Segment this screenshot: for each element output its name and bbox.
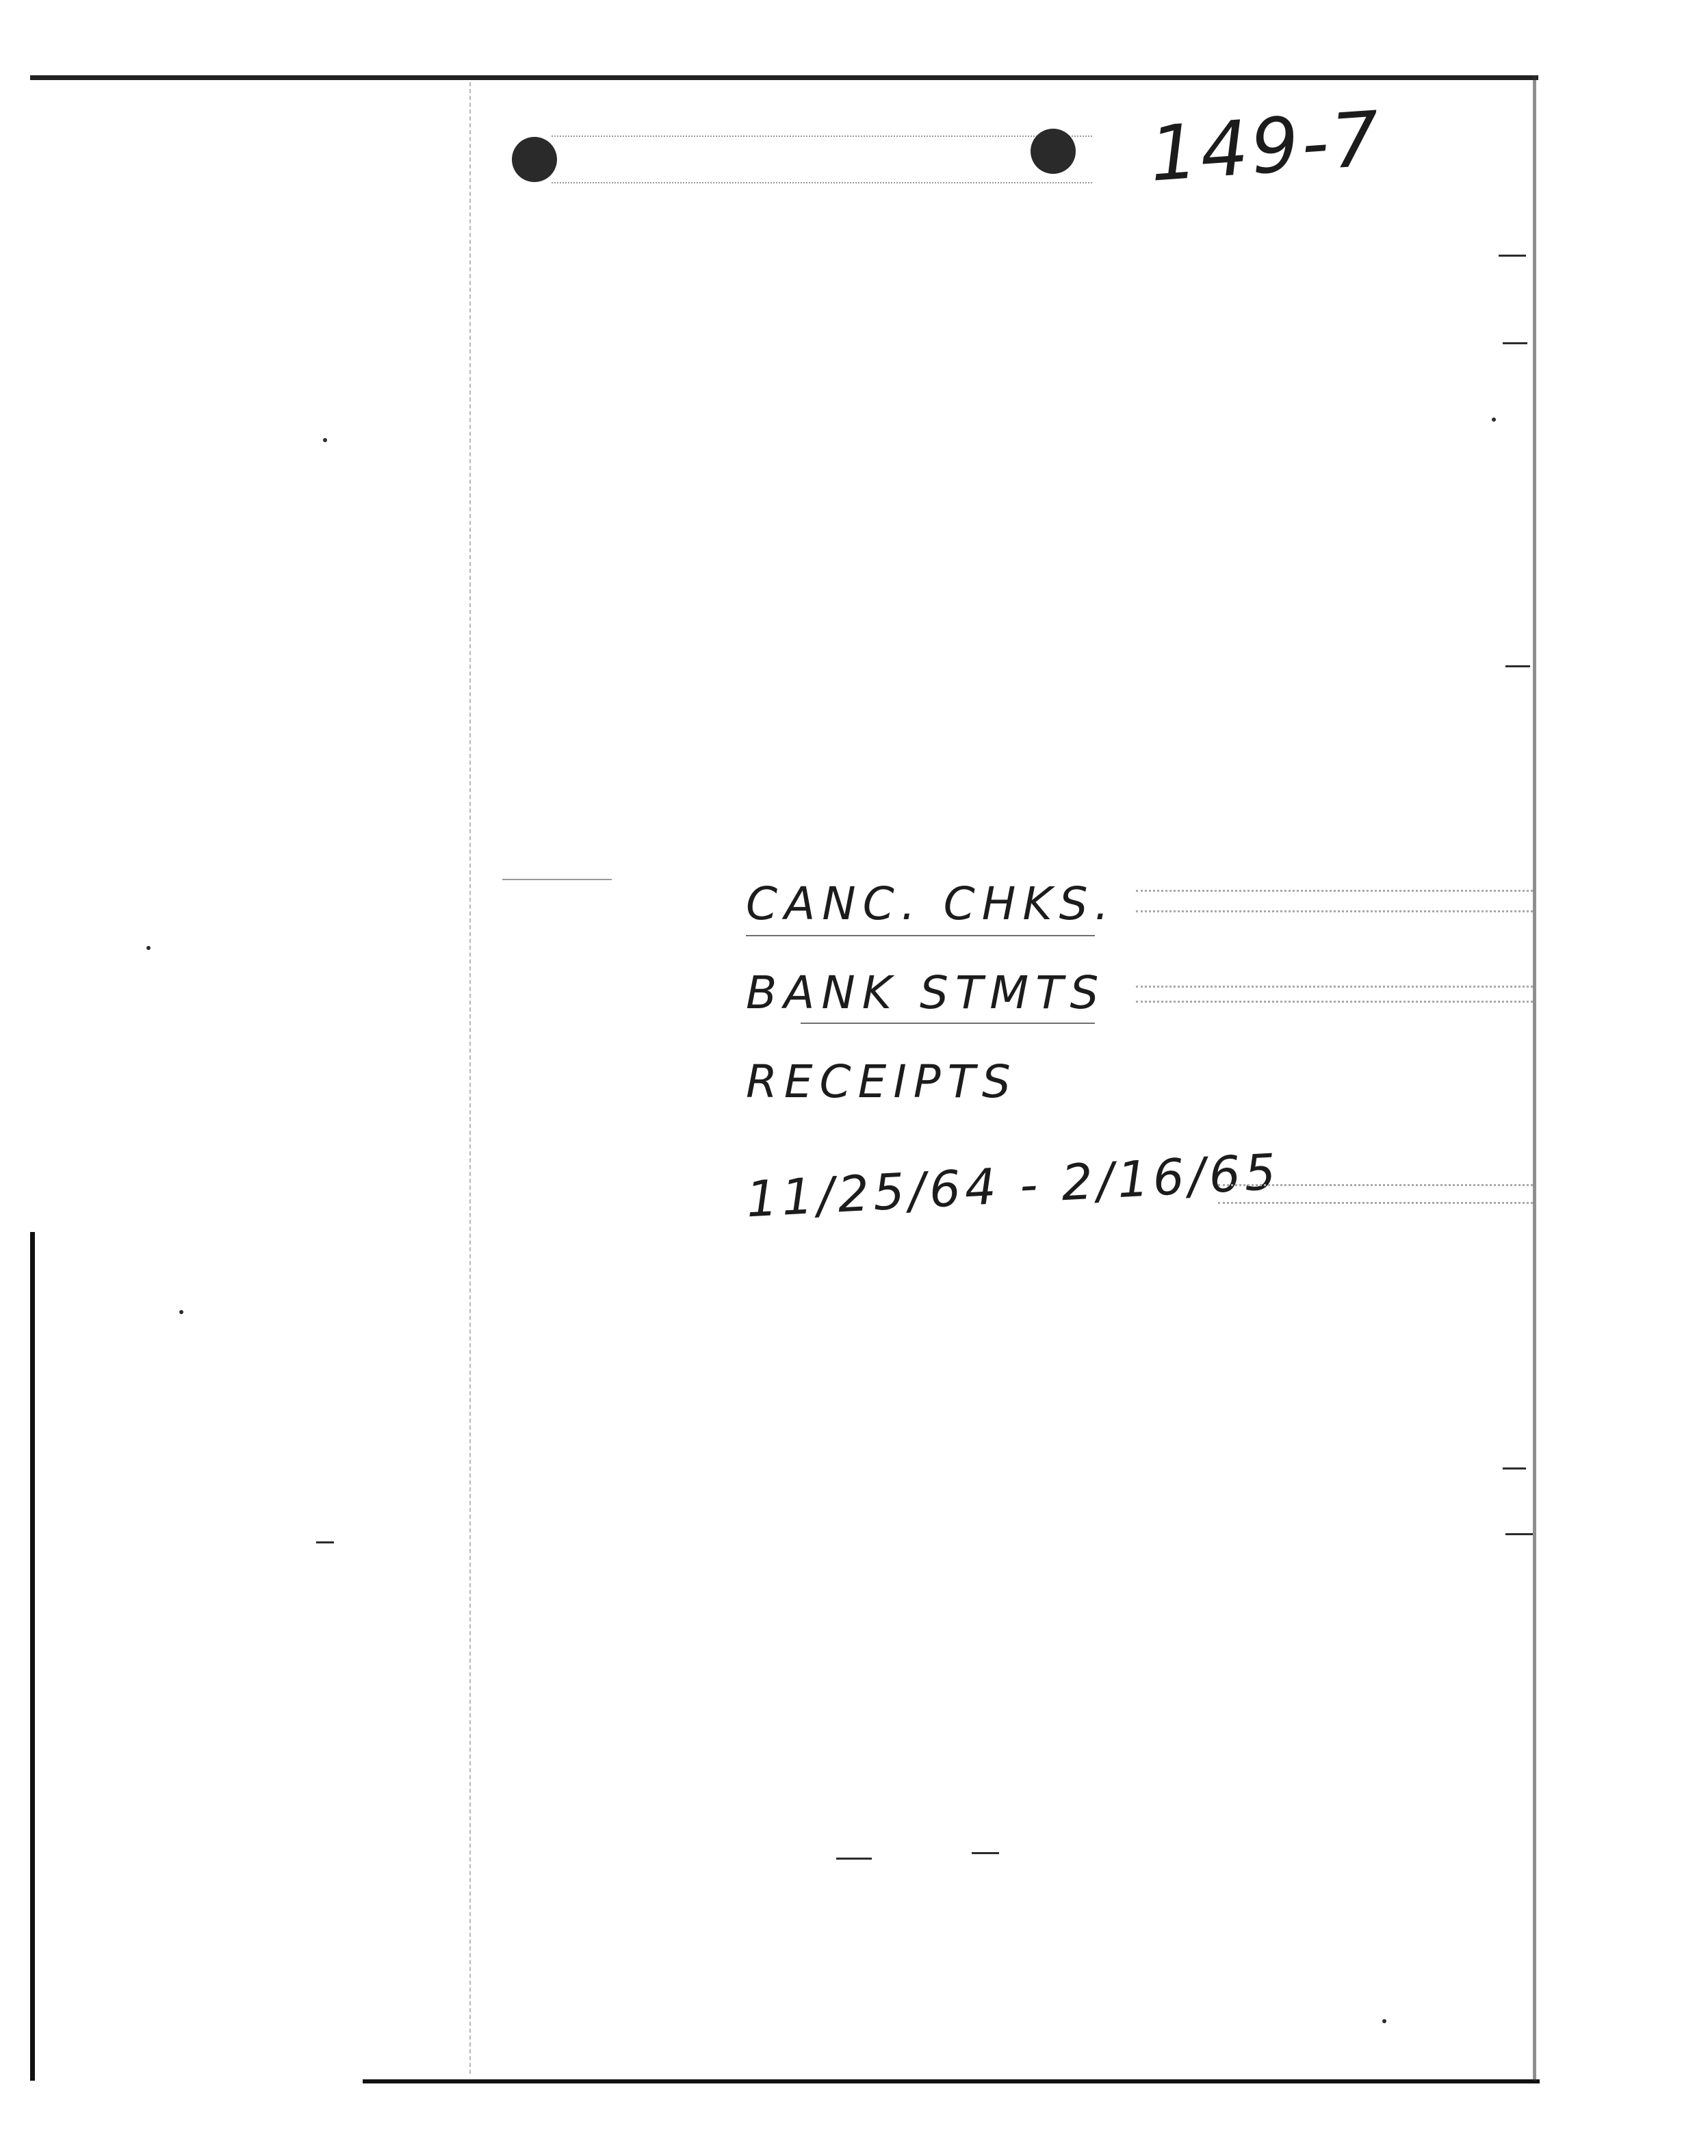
scan-dash bbox=[836, 1858, 872, 1860]
dotted-rule bbox=[1218, 1184, 1533, 1186]
label-date-range: 11/25/64 - 2/16/65 bbox=[745, 1142, 1282, 1229]
scan-dash bbox=[1503, 342, 1527, 344]
binder-hole-right bbox=[1031, 129, 1076, 174]
binder-hole-strip bbox=[552, 136, 1092, 183]
file-number: 149-7 bbox=[1146, 94, 1385, 198]
scan-dash bbox=[1499, 255, 1526, 257]
label-underline bbox=[801, 1023, 1095, 1024]
dotted-rule bbox=[1136, 910, 1533, 912]
scan-speck bbox=[323, 438, 327, 442]
scan-dash bbox=[972, 1852, 999, 1854]
dotted-rule bbox=[1136, 986, 1533, 988]
scan-speck bbox=[179, 1310, 183, 1314]
binder-hole-left bbox=[512, 137, 557, 182]
scan-dash bbox=[1505, 665, 1530, 667]
label-receipts: RECEIPTS bbox=[746, 1055, 1018, 1108]
scan-top-border bbox=[30, 75, 1538, 80]
scan-dash bbox=[1503, 1467, 1526, 1470]
scan-speck bbox=[146, 946, 151, 950]
scan-left-border bbox=[30, 1232, 35, 2081]
dotted-rule bbox=[1136, 890, 1533, 892]
scan-speck bbox=[1382, 2019, 1386, 2023]
scan-dash bbox=[1505, 1533, 1533, 1535]
scan-dash bbox=[502, 879, 612, 880]
scan-dash bbox=[316, 1541, 334, 1543]
dotted-rule bbox=[1136, 1001, 1533, 1003]
scan-bottom-border bbox=[363, 2079, 1540, 2083]
label-canceled-checks: CANC. CHKS. bbox=[746, 877, 1116, 930]
scan-right-edge bbox=[1533, 75, 1536, 2081]
label-underline bbox=[746, 935, 1095, 936]
folder-margin-line bbox=[469, 82, 471, 2074]
dotted-rule bbox=[1218, 1202, 1533, 1204]
label-bank-statements: BANK STMTS bbox=[746, 966, 1106, 1019]
scan-speck bbox=[1492, 418, 1496, 422]
